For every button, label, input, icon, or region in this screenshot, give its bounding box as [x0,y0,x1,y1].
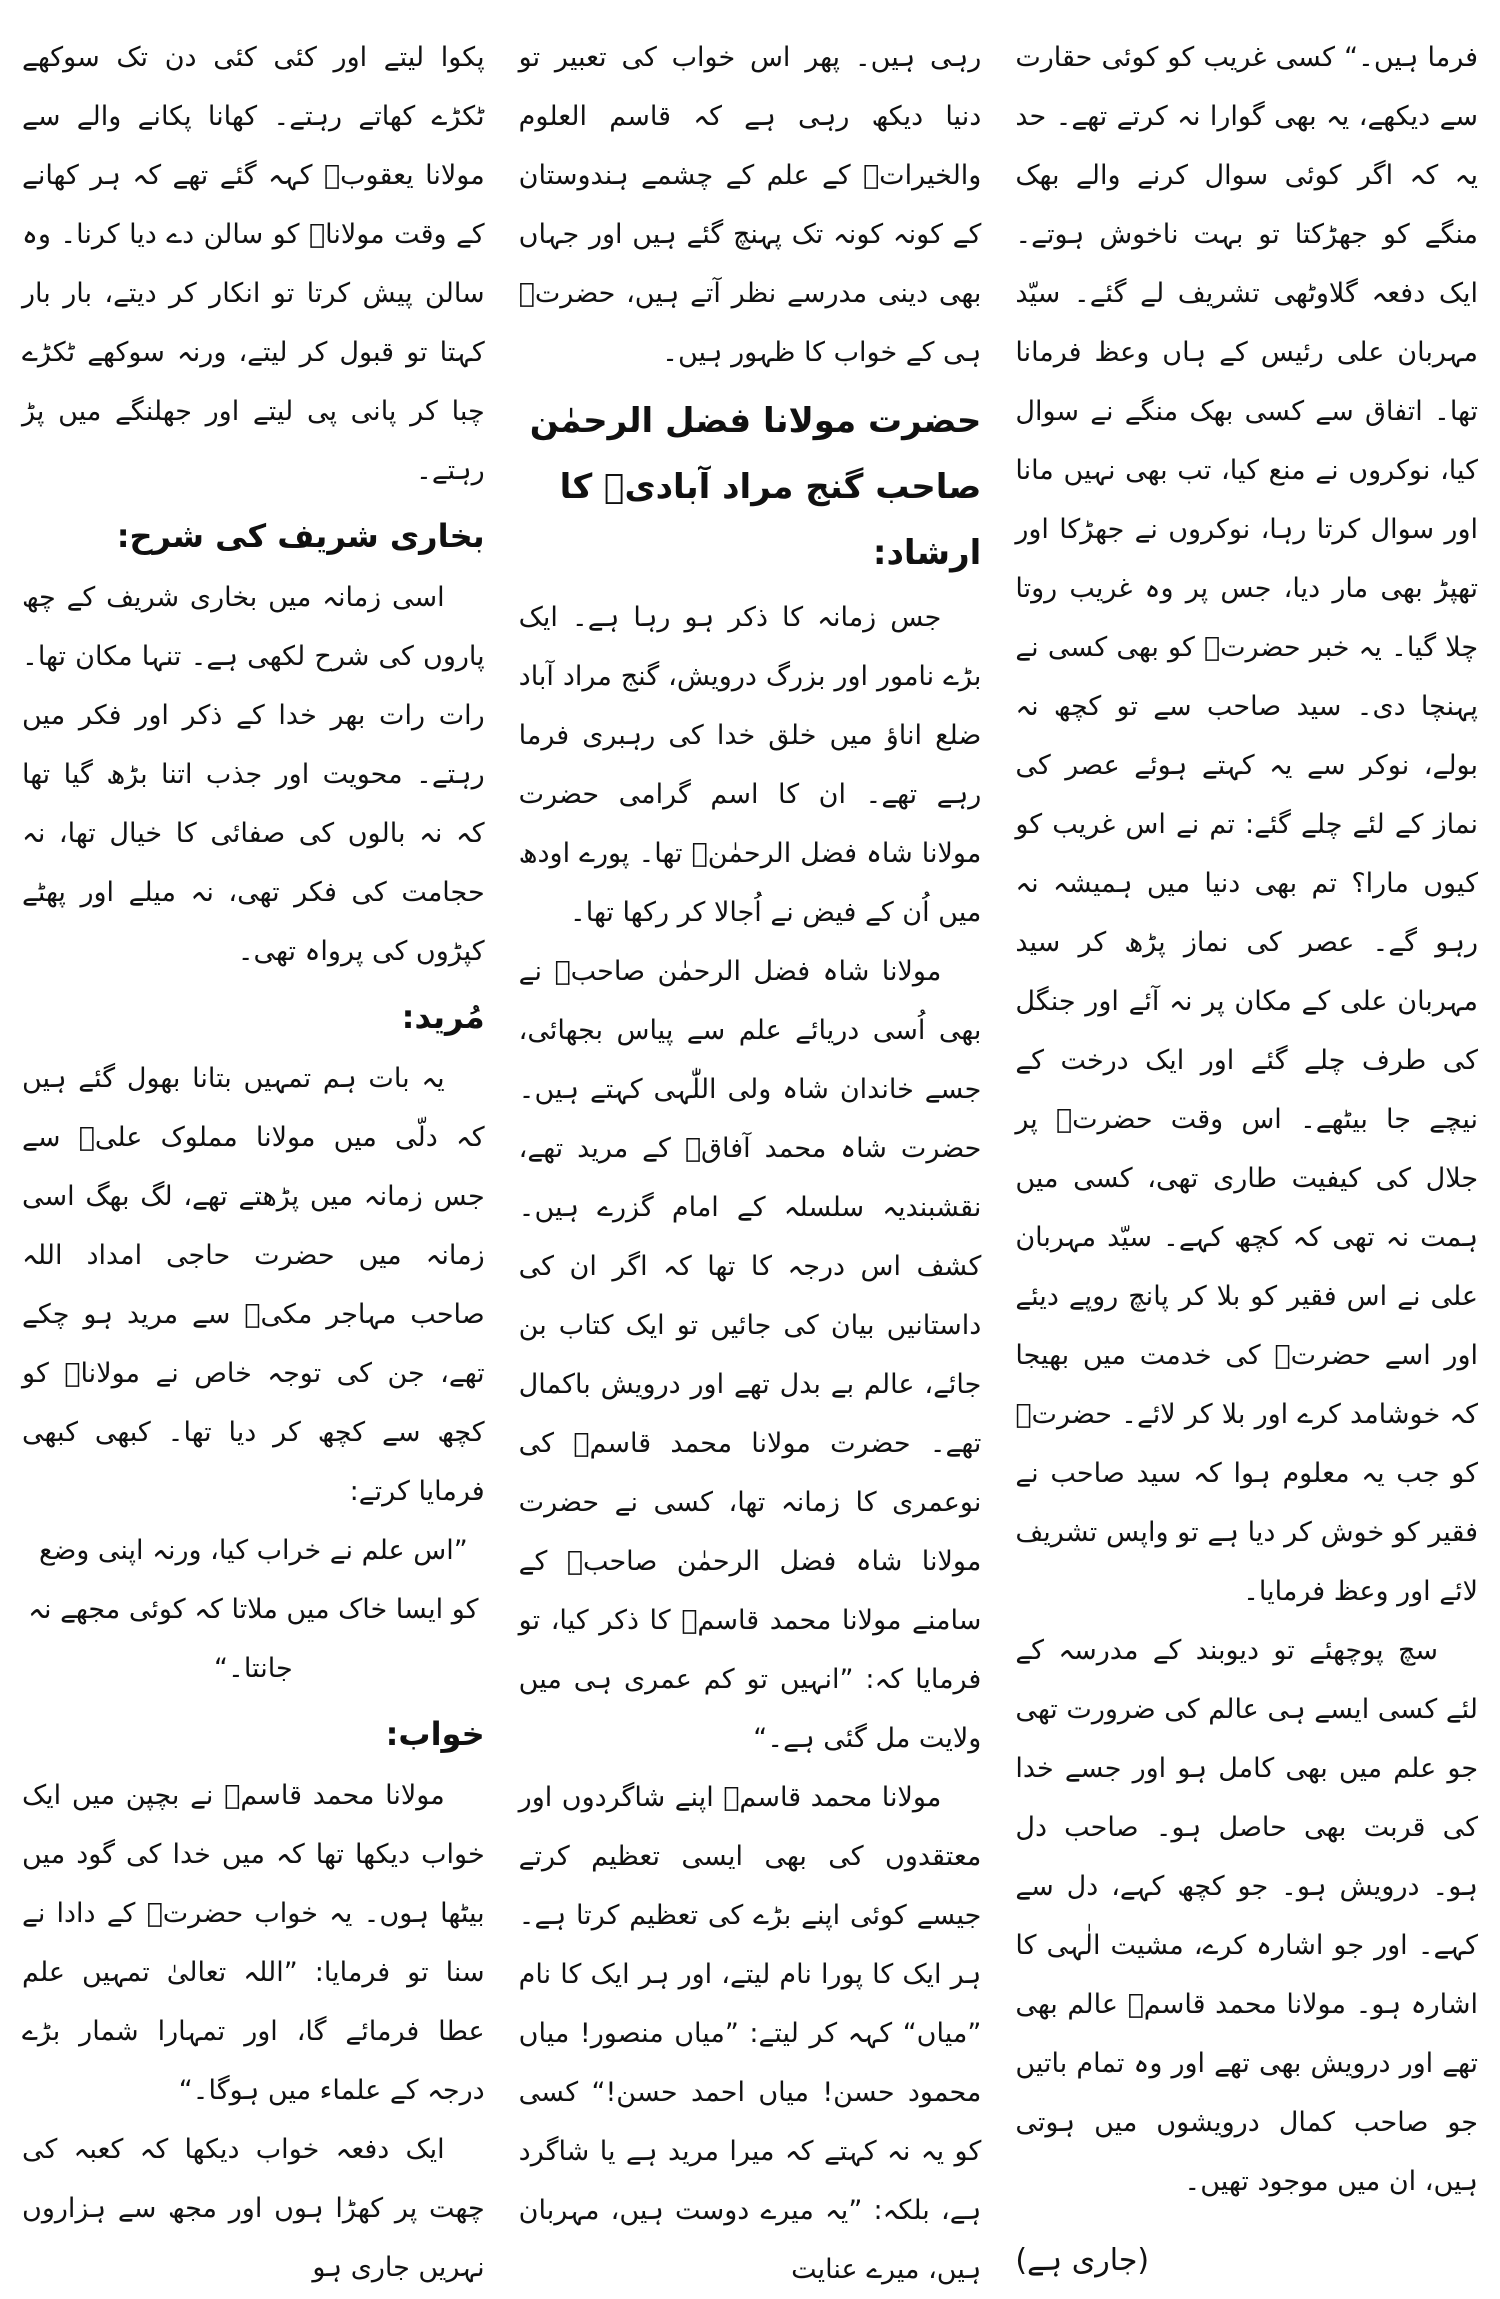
column-right [22,28,485,2283]
paragraph: مولانا شاہ فضل الرحمٰن صاحبؒ نے بھی اُسی دریائے علم سے پیاس بجھائی، جسے خاندان شاہ ولی اللّٰہی کہتے ہیں۔ حضرت شاہ محمد آفاقؒ کے مرید تھے، نقشبندیہ سلسلہ کے امام گزرے ہیں۔ کشف اس درجہ کا تھا کہ اگر ان کی داستانیں بیان کی جائیں تو ایک کتاب بن جائے، عالم بے بدل تھے اور درویش باکمال تھے۔ حضرت مولانا محمد قاسمؒ کی نوعمری کا زمانہ تھا، کسی نے حضرت مولانا شاہ فضل الرحمٰن صاحبؒ کے سامنے مولانا محمد قاسمؒ کا ذکر کیا، تو فرمایا کہ: ”انہیں تو کم عمری ہی میں ولایت مل گئی ہے۔“ [518,956,982,1754]
column-middle [518,28,982,2285]
paragraph: ایک دفعہ خواب دیکھا کہ کعبہ کی چھت پر کھڑا ہوں اور مجھ سے ہزاروں نہریں جاری ہو [22,2134,485,2283]
paragraph: سچ پوچھئے تو دیوبند کے مدرسہ کے لئے کسی ایسے ہی عالم کی ضرورت تھی جو علم میں بھی کامل ہو اور جسے خدا کی قربت بھی حاصل ہو۔ صاحب دل ہو۔ درویش ہو۔ جو کچھ کہے، دل سے کہے۔ اور جو اشارہ کرے، مشیت الٰہی کا اشارہ ہو۔ مولانا محمد قاسمؒ عالم بھی تھے اور درویش بھی تھے اور وہ تمام باتیں جو صاحب کمال درویشوں میں ہوتی ہیں، ان میں موجود تھیں۔ [1015,1635,1479,2197]
paragraph: فرما ہیں۔“ کسی غریب کو کوئی حقارت سے دیکھے، یہ بھی گوارا نہ کرتے تھے۔ حد یہ کہ اگر کوئی سوال کرنے والے بھک منگے کو جھڑکتا تو بہت ناخوش ہوتے۔ ایک دفعہ گلاوٹھی تشریف لے گئے۔ سیّد مہربان علی رئیس کے ہاں وعظ فرمانا تھا۔ اتفاق سے کسی بھک منگے نے سوال کیا، نوکروں نے منع کیا، تب بھی نہیں مانا اور سوال کرتا رہا، نوکروں نے جھڑکا اور تھپڑ بھی مار دیا، جس پر وہ غریب روتا چلا گیا۔ یہ خبر حضرتؒ کو بھی کسی نے پہنچا دی۔ سید صاحب سے تو کچھ نہ بولے، نوکر سے یہ کہتے ہوئے عصر کی نماز کے لئے چلے گئے: تم نے اس غریب کو کیوں مارا؟ تم بھی دنیا میں ہمیشہ نہ رہو گے۔ عصر کی نماز پڑھ کر سید مہربان علی کے مکان پر نہ آئے اور جنگل کی طرف چلے گئے اور ایک درخت کے نیچے جا بیٹھے۔ اس وقت حضرتؒ پر جلال کی کیفیت طاری تھی، کسی میں ہمت نہ تھی کہ کچھ کہے۔ سیّد مہربان علی نے اس فقیر کو بلا کر پانچ روپے دیئے اور اسے حضرتؒ کی خدمت میں بھیجا کہ خوشامد کرے اور بلا کر لائے۔ حضرتؒ کو جب یہ معلوم ہوا کہ سید صاحب نے فقیر کو خوش کر دیا ہے تو واپس تشریف لائے اور وعظ فرمایا۔ [1015,42,1479,1607]
section-heading-fazlur-rahman: حضرت مولانا فضل الرحمٰن صاحب گنج مراد آبادیؒ کا ارشاد: [529,401,982,573]
paragraph: مولانا محمد قاسمؒ اپنے شاگردوں اور معتقدوں کی بھی ایسی تعظیم کرتے جیسے کوئی اپنے بڑے کی تعظیم کرتا ہے۔ ہر ایک کا پورا نام لیتے، اور ہر ایک کا نام ”میاں“ کہہ کر لیتے: ”میاں منصور! میاں محمود حسن! میاں احمد حسن!“ کسی کو یہ نہ کہتے کہ میرا مرید ہے یا شاگرد ہے، بلکہ: ”یہ میرے دوست ہیں، مہربان ہیں، میرے عنایت [518,1782,982,2285]
paragraph: یہ بات ہم تمہیں بتانا بھول گئے ہیں کہ دلّی میں مولانا مملوک علیؒ سے جس زمانہ میں پڑھتے تھے، لگ بھگ اسی زمانہ میں حضرت حاجی امداد اللہ صاحب مہاجر مکیؒ سے مرید ہو چکے تھے، جن کی توجہ خاص نے مولاناؒ کو کچھ سے کچھ کر دیا تھا۔ کبھی کبھی فرمایا کرتے: [22,1063,485,1507]
section-heading-mureed: مُرید: [401,998,485,1036]
section-heading-khwab: خواب: [385,1715,485,1753]
section-heading-bukhari: بخاری شریف کی شرح: [116,517,485,555]
continued-note: (جاری ہے) [1015,2243,1150,2278]
paragraph: رہی ہیں۔ پھر اس خواب کی تعبیر تو دنیا دیکھ رہی ہے کہ قاسم العلوم والخیراتؒ کے علم کے چشمے ہندوستان کے کونہ کونہ تک پہنچ گئے ہیں اور جہاں بھی دینی مدرسے نظر آتے ہیں، حضرتؒ ہی کے خواب کا ظہور ہیں۔ [518,42,982,368]
column-left [1015,28,1479,2278]
paragraph: جس زمانہ کا ذکر ہو رہا ہے۔ ایک بڑے نامور اور بزرگ درویش، گنج مراد آباد ضلع اناؤ میں خلق خدا کی رہبری فرما رہے تھے۔ ان کا اسم گرامی حضرت مولانا شاہ فضل الرحمٰنؒ تھا۔ پورے اودھ میں اُن کے فیض نے اُجالا کر رکھا تھا۔ [518,602,982,928]
paragraph: پکوا لیتے اور کئی کئی دن تک سوکھے ٹکڑے کھاتے رہتے۔ کھانا پکانے والے سے مولانا یعقوبؒ کہہ گئے تھے کہ ہر کھانے کے وقت مولاناؒ کو سالن دے دیا کرنا۔ وہ سالن پیش کرتا تو انکار کر دیتے، بار بار کہتا تو قبول کر لیتے، ورنہ سوکھے ٹکڑے چبا کر پانی پی لیتے اور جھلنگے میں پڑ رہتے۔ [22,42,485,486]
quotation: ”اس علم نے خراب کیا، ورنہ اپنی وضع کو ایسا خاک میں ملاتا کہ کوئی مجھے نہ جانتا۔“ [28,1535,479,1684]
paragraph: مولانا محمد قاسمؒ نے بچپن میں ایک خواب دیکھا تھا کہ میں خدا کی گود میں بیٹھا ہوں۔ یہ خواب حضرتؒ کے دادا نے سنا تو فرمایا: ”اللہ تعالیٰ تمہیں علم عطا فرمائے گا، اور تمہارا شمار بڑے درجہ کے علماء میں ہوگا۔“ [22,1780,485,2106]
paragraph: اسی زمانہ میں بخاری شریف کے چھ پاروں کی شرح لکھی ہے۔ تنہا مکان تھا۔ رات رات بھر خدا کے ذکر اور فکر میں رہتے۔ محویت اور جذب اتنا بڑھ گیا تھا کہ نہ بالوں کی صفائی کا خیال تھا، نہ حجامت کی فکر تھی، نہ میلے اور پھٹے کپڑوں کی پرواہ تھی۔ [22,582,485,967]
